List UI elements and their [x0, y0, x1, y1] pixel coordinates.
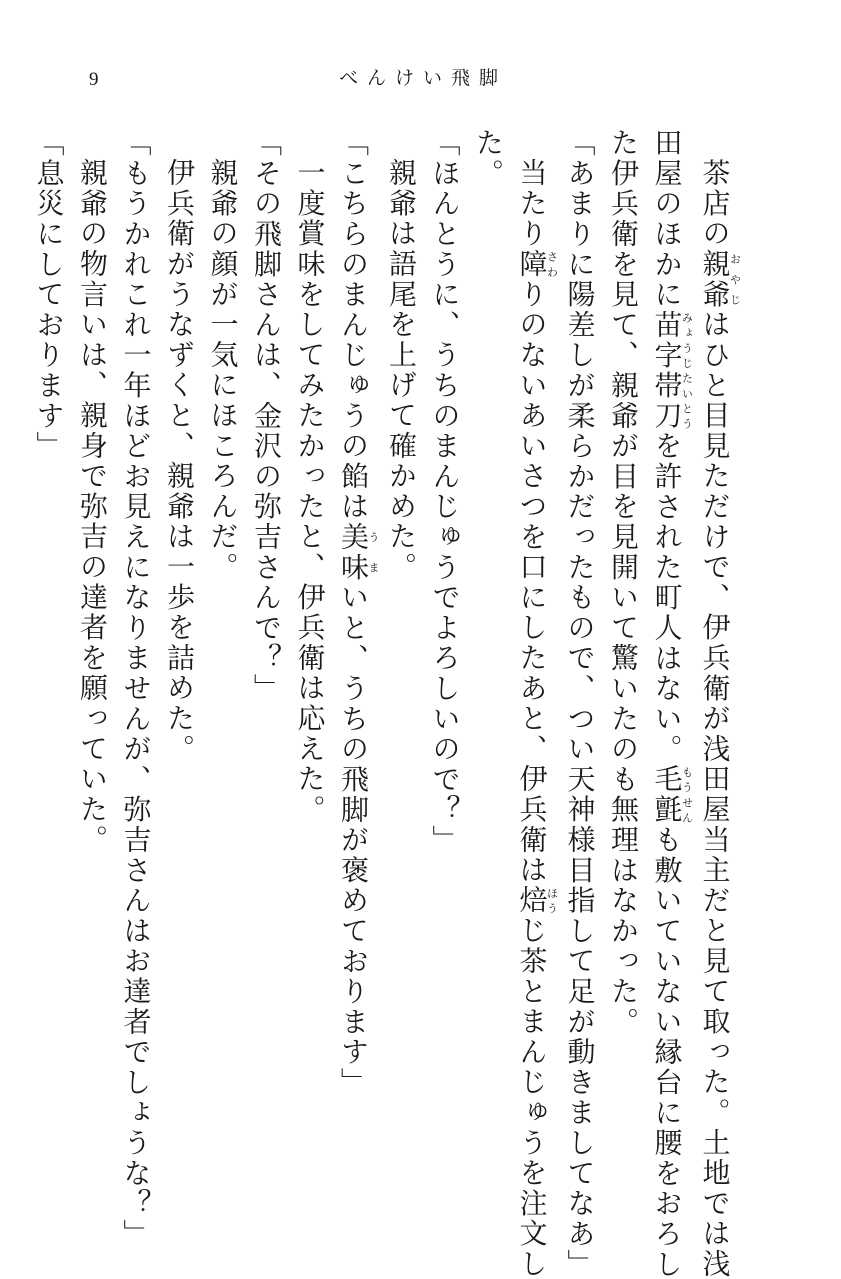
- text-segment: を許された町人はない。: [650, 431, 684, 765]
- text-line: [332, 128, 380, 1118]
- text-segment: 「あまりに陽差しが柔らかだったもので、つい天神様目指して足が動きましてなあ」: [563, 128, 597, 1279]
- text-line: [693, 128, 742, 1279]
- ruby-annotated-word: [515, 248, 559, 280]
- text-line: [201, 128, 245, 1118]
- ruby-base: 障: [515, 248, 549, 280]
- ruby-base: 苗字帯刀: [650, 309, 684, 432]
- ruby-reading: みょうじたいとう: [680, 309, 694, 431]
- text-segment: 親爺の顔が一気にほころんだ。: [206, 158, 240, 583]
- text-segment: じ茶とまんじゅうを注文し: [515, 915, 549, 1279]
- text-segment: も敷いていない縁台に腰をおろし: [650, 824, 684, 1279]
- text-line: [288, 128, 332, 1118]
- ruby-base: 美味: [337, 521, 370, 583]
- text-segment: 一度賞味をしてみたかったと、伊兵衛は応えた。: [293, 158, 327, 825]
- text-line: [467, 128, 511, 1118]
- ruby-base: 焙: [515, 885, 549, 916]
- text-line: [602, 128, 646, 1118]
- text-segment: いと、うちの飛脚が褒めております」: [337, 582, 370, 1098]
- ruby-reading: うま: [367, 521, 380, 583]
- text-line: [380, 128, 424, 1118]
- text-line: [71, 128, 115, 1118]
- page-number: 9: [89, 69, 99, 90]
- text-segment: 「こちらのまんじゅうの餡は: [337, 128, 370, 522]
- text-segment: 「その飛脚さんは、金沢の弥吉さんで？」: [250, 128, 283, 704]
- text-segment: 「息災にしております」: [32, 128, 66, 462]
- text-line: [423, 128, 467, 1118]
- ruby-annotated-word: [698, 248, 742, 310]
- body-text: [27, 128, 742, 1279]
- text-line: [558, 128, 602, 1279]
- text-segment: 親爺の物言いは、親身で弥吉の達者を願っていた。: [76, 158, 109, 855]
- text-segment: 茶店の: [698, 158, 732, 249]
- ruby-base: 親爺: [698, 248, 732, 310]
- text-line: [114, 128, 158, 1250]
- text-segment: 「もうかれこれ一年ほどお見えになりませんが、弥吉さんはお達者でしょうな？」: [119, 128, 153, 1250]
- text-segment: りのないあいさつを口にしたあと、伊兵衛は: [515, 279, 549, 886]
- ruby-annotated-word: [337, 521, 380, 583]
- ruby-annotated-word: [650, 764, 694, 825]
- text-line: [27, 128, 71, 1118]
- text-segment: た伊兵衛を見て、親爺が目を見開いて驚いたのも無理はなかった。: [607, 128, 640, 1037]
- text-segment: 田屋のほかに: [650, 128, 684, 310]
- ruby-reading: さわ: [545, 248, 559, 280]
- ruby-reading: もうせん: [680, 764, 694, 825]
- running-title: べんけい飛脚: [339, 67, 508, 89]
- text-segment: 親爺は語尾を上げて確かめた。: [385, 158, 418, 583]
- text-line: [245, 128, 289, 1118]
- ruby-annotated-word: [650, 309, 694, 432]
- ruby-base: 毛氈: [650, 764, 684, 825]
- ruby-annotated-word: [515, 885, 559, 916]
- text-segment: 「ほんとうに、うちのまんじゅうでよろしいので？」: [428, 128, 462, 856]
- text-line: [510, 128, 559, 1279]
- text-line: [158, 128, 202, 1118]
- text-line: [645, 128, 694, 1279]
- text-segment: はひと目見ただけで、伊兵衛が浅田屋当主だと見て取った。土地では浅: [698, 309, 732, 1279]
- ruby-reading: おやじ: [728, 248, 742, 310]
- ruby-reading: ほう: [545, 885, 559, 916]
- text-segment: 当たり: [515, 158, 549, 249]
- text-segment: た。: [472, 128, 505, 189]
- text-segment: 伊兵衛がうなずくと、親爺は一歩を詰めた。: [163, 158, 196, 764]
